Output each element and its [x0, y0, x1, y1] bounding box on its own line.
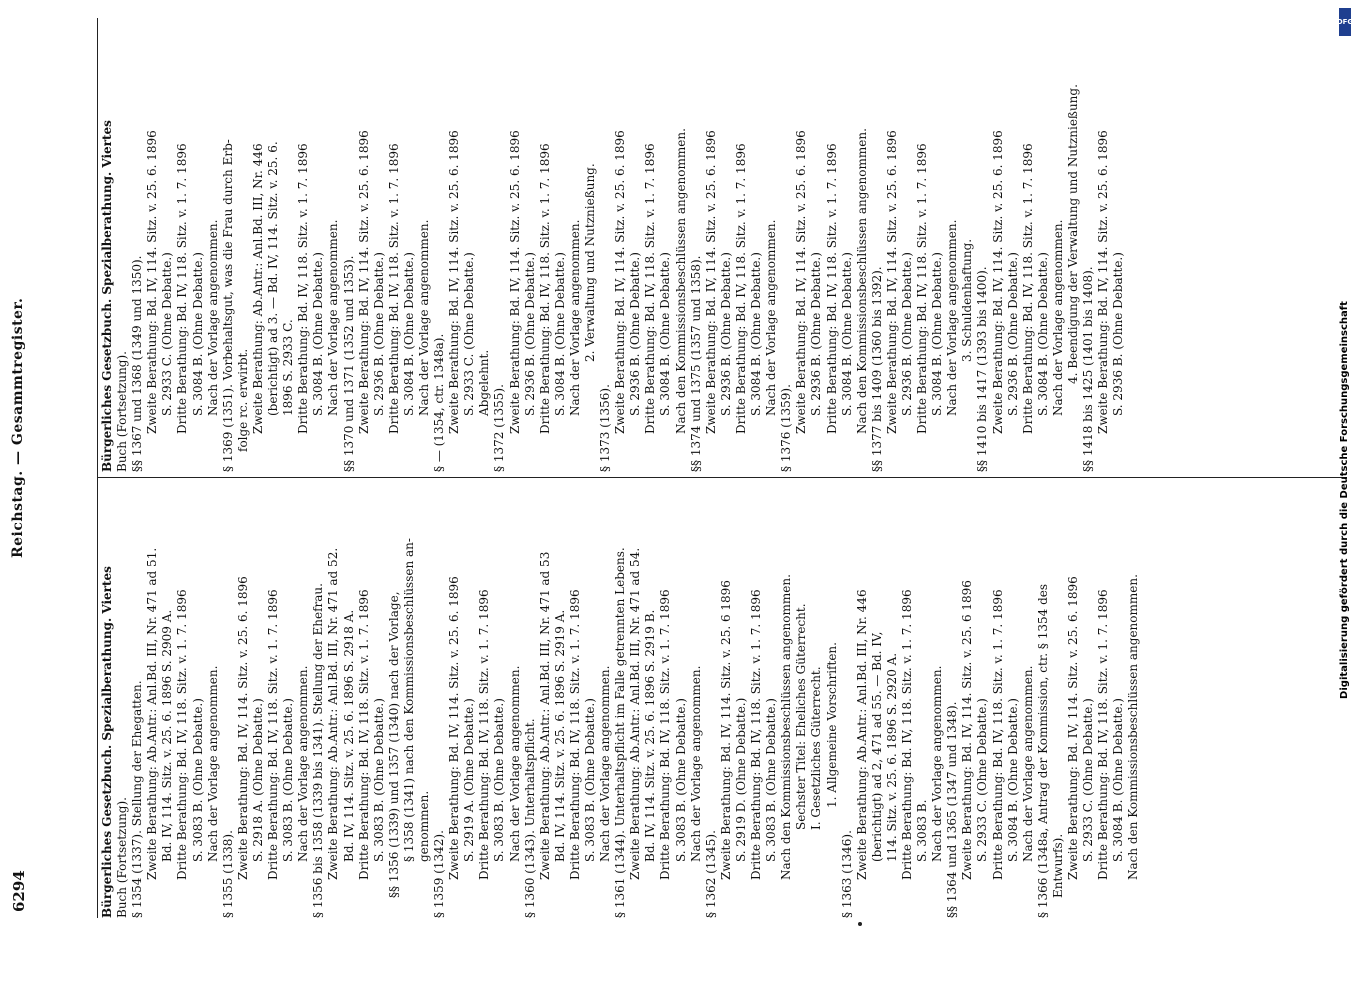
index-entry: Abgelehnt.: [477, 349, 492, 416]
index-entry: S. 3084 B. (Ohne Debatte.): [1035, 252, 1050, 416]
index-entry: Zweite Berathung: Bd. IV, 114. Sitz. v. 25. 6 1896: [960, 580, 975, 880]
index-entry: Dritte Berathung: Bd. IV, 118. Sitz. v. 1. 7. 1896: [296, 143, 311, 434]
index-entry: S. 3083 B. (Ohne Debatte.): [281, 698, 296, 862]
index-entry: §§ 1356 (1339) und 1357 (1340) nach der Vorlage,: [386, 591, 401, 898]
index-entry: Zweite Berathung: Bd. IV, 114. Sitz. v. 25. 6. 1896: [613, 130, 628, 434]
index-entry: S. 3084 B. (Ohne Debatte.): [1111, 698, 1126, 862]
index-entry: 114. Sitz. v. 25. 6. 1896 S. 2920 A.: [884, 652, 899, 862]
index-entry: § 1363 (1346).: [839, 830, 854, 918]
index-entry: S. 3083 B. (Ohne Debatte.): [492, 698, 507, 862]
left-column: [100, 478, 1141, 918]
index-entry: S. 2936 B. (Ohne Debatte.): [809, 252, 824, 416]
index-entry: S. 2919 D. (Ohne Debatte.): [733, 697, 748, 862]
index-entry: Nach der Vorlage angenommen.: [205, 665, 220, 862]
index-entry: Zweite Berathung: Ab.Antr.: Anl.Bd. III, Nr. 446: [250, 143, 265, 434]
index-entry: § 1372 (1355).: [492, 384, 507, 472]
index-entry: Dritte Berathung: Bd. IV, 118. Sitz. v. 1. 7. 1896: [1096, 589, 1111, 880]
index-entry: Zweite Berathung: Bd. IV, 114. Sitz. v. 25. 6. 1896: [1096, 130, 1111, 434]
running-title: Reichstag. — Gesammtregister.: [10, 297, 26, 558]
index-entry: S. 2918 A. (Ohne Debatte.): [250, 698, 265, 862]
index-entry: Dritte Berathung: Bd. IV, 118. Sitz. v. 1. 7. 1896: [915, 143, 930, 434]
index-entry: § 1359 (1342).: [432, 830, 447, 918]
index-entry: Zweite Berathung: Bd. IV, 114. Sitz. v. 25. 6. 1896: [447, 130, 462, 434]
index-entry: (berichtigt) ad 2, 471 ad 55. — Bd. IV,: [869, 631, 884, 862]
index-entry: Nach der Vorlage angenommen.: [416, 219, 431, 416]
index-entry: S. 3084 B. (Ohne Debatte.): [190, 252, 205, 416]
index-entry: Zweite Berathung: Bd. IV, 114. Sitz. v. 25. 6. 1896: [235, 576, 250, 880]
index-entry: § 1358 (1341) nach den Kommissionsbeschlüssen an-: [401, 538, 416, 862]
index-entry: Bürgerliches Gesetzbuch. Spezialberathung. Viertes: [100, 120, 114, 472]
index-entry: Nach den Kommissionsbeschlüssen angenommen.: [779, 574, 794, 880]
index-entry: Nach der Vorlage angenommen.: [205, 219, 220, 416]
index-entry: S. 3083 B.: [915, 799, 930, 862]
index-entry: S. 3084 B. (Ohne Debatte.): [311, 252, 326, 416]
index-entry: Dritte Berathung: Bd. IV, 118. Sitz. v. 1. 7. 1896: [658, 589, 673, 880]
index-entry: § 1360 (1343). Unterhaltspflicht.: [522, 718, 537, 918]
page-number: 6294: [10, 870, 28, 912]
index-entry: S. 3083 B. (Ohne Debatte.): [190, 698, 205, 862]
index-entry: § 1355 (1338).: [220, 830, 235, 918]
index-entry: Dritte Berathung: Bd. IV, 118. Sitz. v. 1. 7. 1896: [567, 589, 582, 880]
page-header: [10, 18, 40, 918]
index-entry: 3. Schuldenhaftung.: [960, 238, 975, 362]
digitization-credit: [1337, 8, 1351, 992]
index-entry: Bd. IV, 114. Sitz. v. 25. 6. 1896 S. 2918 A.: [341, 609, 356, 862]
index-entry: S. 2936 B. (Ohne Debatte.): [1005, 252, 1020, 416]
index-entry: 2. Verwaltung und Nutznießung.: [583, 163, 597, 362]
index-entry: Nach der Vorlage angenommen.: [296, 665, 311, 862]
index-entry: Nach den Kommissionsbeschlüssen angenommen.: [1126, 574, 1141, 880]
index-entry: Zweite Berathung: Bd. IV, 114. Sitz. v. 25. 6. 1896: [703, 130, 718, 434]
index-entry: S. 2933 C. (Ohne Debatte.): [462, 252, 477, 416]
index-entry: §§ 1377 bis 1409 (1360 bis 1392).: [869, 266, 884, 472]
index-entry: § 1361 (1344). Unterhaltspflicht im Falle getrennten Lebens.: [613, 547, 628, 918]
index-entry: § 1362 (1345).: [703, 830, 718, 918]
index-entry: Zweite Berathung: Ab.Antr.: Anl.Bd. III, Nr. 446: [854, 589, 869, 880]
index-entry: Nach der Vorlage angenommen.: [688, 665, 703, 862]
index-entry: Nach der Vorlage angenommen.: [945, 219, 960, 416]
index-entry: S. 2936 B. (Ohne Debatte.): [718, 252, 733, 416]
index-entry: S. 3083 B. (Ohne Debatte.): [371, 698, 386, 862]
index-entry: Zweite Berathung: Bd. IV, 114. Sitz. v. 25. 6. 1896: [507, 130, 522, 434]
index-entry: S. 3084 B. (Ohne Debatte.): [552, 252, 567, 416]
index-entry: Zweite Berathung: Ab.Antr.: Anl.Bd. III, Nr. 471 ad 51.: [145, 547, 160, 880]
index-entry: Zweite Berathung: Bd. IV, 114. Sitz. v. 25. 6. 1896: [447, 576, 462, 880]
index-entry: Entwurfs).: [1050, 833, 1065, 898]
index-entry: S. 2936 B. (Ohne Debatte.): [1111, 252, 1126, 416]
index-entry: Sechster Titel: Eheliches Güterrecht.: [794, 603, 809, 830]
index-entry: S. 3083 B. (Ohne Debatte.): [673, 698, 688, 862]
index-entry: S. 3083 B. (Ohne Debatte.): [583, 698, 597, 862]
index-entry: S. 2919 A. (Ohne Debatte.): [462, 698, 477, 862]
index-entry: § 1354 (1337). Stellung der Ehegatten.: [130, 680, 145, 918]
index-entry: Nach der Vorlage angenommen.: [930, 665, 945, 862]
index-entry: § 1369 (1351). Vorbehaltsgut, was die Frau durch Erb-: [220, 139, 235, 472]
index-entry: Nach der Vorlage angenommen.: [764, 219, 779, 416]
index-entry: S. 2936 B. (Ohne Debatte.): [899, 252, 914, 416]
index-entry: §§ 1410 bis 1417 (1393 bis 1400).: [975, 266, 990, 472]
dfg-logo: DFG: [1339, 8, 1351, 36]
index-entry: Nach der Vorlage angenommen.: [598, 665, 613, 862]
index-entry: Zweite Berathung: Bd. IV, 114. Sitz. v. 25. 6. 1896: [884, 130, 899, 434]
index-entry: Bürgerliches Gesetzbuch. Spezialberathung. Viertes: [100, 566, 114, 918]
index-entry: Dritte Berathung: Bd. IV, 118. Sitz. v. 1. 7. 1896: [1020, 143, 1035, 434]
credit-text: Digitalisierung gefördert durch die Deutsche Forschungsgemeinschaft: [1339, 301, 1350, 699]
index-entry: folge rc. erwirbt.: [235, 348, 250, 452]
index-entry: §§ 1364 und 1365 (1347 und 1348).: [945, 701, 960, 918]
index-entry: Zweite Berathung: Ab.Antr.: Anl.Bd. III, Nr. 471 ad 53: [537, 551, 552, 880]
header-rule: [97, 18, 98, 918]
index-entry: Dritte Berathung: Bd. IV, 118. Sitz. v. 1. 7. 1896: [537, 143, 552, 434]
index-entry: Buch (Fortsetzung).: [115, 797, 130, 918]
index-entry: § 1366 (1348a, Antrag der Kommission, ctr. § 1354 des: [1035, 583, 1050, 918]
index-entry: §§ 1367 und 1368 (1349 und 1350).: [130, 255, 145, 472]
index-entry: § 1356 bis 1358 (1339 bis 1341). Stellung der Ehefrau.: [311, 583, 326, 918]
index-entry: Nach der Vorlage angenommen.: [1050, 219, 1065, 416]
index-entry: Dritte Berathung: Bd. IV, 118. Sitz. v. 1. 7. 1896: [356, 589, 371, 880]
index-entry: Dritte Berathung: Bd. IV, 118. Sitz. v. 1. 7. 1896: [824, 143, 839, 434]
index-entry: Bd. IV, 114. Sitz. v. 25. 6. 1896 S. 2919 A.: [552, 609, 567, 862]
index-entry: Dritte Berathung: Bd. IV, 118. Sitz. v. 1. 7. 1896: [899, 589, 914, 880]
index-entry: Dritte Berathung: Bd. IV, 118. Sitz. v. 1. 7. 1896: [266, 589, 281, 880]
index-entry: genommen.: [416, 790, 431, 862]
index-entry: Zweite Berathung: Bd. IV, 114. Sitz. v. 25. 6 1896: [718, 580, 733, 880]
index-entry: S. 2936 B. (Ohne Debatte.): [371, 252, 386, 416]
index-entry: S. 3084 B. (Ohne Debatte.): [658, 252, 673, 416]
index-entry: Dritte Berathung: Bd. IV, 118. Sitz. v. 1. 7. 1896: [990, 589, 1005, 880]
index-entry: Dritte Berathung: Bd. IV, 118. Sitz. v. 1. 7. 1896: [175, 143, 190, 434]
index-entry: 4. Beendigung der Verwaltung und Nutznießung.: [1066, 84, 1080, 384]
index-entry: I. Gesetzliches Güterrecht.: [809, 666, 824, 830]
margin-dot: [858, 922, 862, 926]
index-entry: §§ 1370 und 1371 (1352 und 1353).: [341, 255, 356, 472]
index-entry: (berichtigt) ad 3. — Bd. IV, 114. Sitz. v. 25. 6.: [266, 141, 281, 416]
index-entry: S. 2936 B. (Ohne Debatte.): [522, 252, 537, 416]
index-entry: Dritte Berathung: Bd. IV, 118. Sitz. v. 1. 7. 1896: [477, 589, 492, 880]
index-entry: Zweite Berathung: Bd. IV, 114. Sitz. v. 25. 6. 1896: [1066, 576, 1080, 880]
index-entry: § — (1354, ctr. 1348a).: [432, 333, 447, 472]
index-entry: Dritte Berathung: Bd. IV, 118. Sitz. v. 1. 7. 1896: [643, 143, 658, 434]
index-entry: Zweite Berathung: Bd. IV, 114. Sitz. v. 25. 6. 1896: [356, 130, 371, 434]
index-entry: §§ 1374 und 1375 (1357 und 1358).: [688, 255, 703, 472]
index-entry: S. 3084 B. (Ohne Debatte.): [749, 252, 764, 416]
index-entry: Nach den Kommissionsbeschlüssen angenommen.: [673, 128, 688, 434]
index-entry: Zweite Berathung: Ab.Antr.: Anl.Bd. III, Nr. 471 ad 54.: [628, 547, 643, 880]
index-entry: Nach der Vorlage angenommen.: [507, 665, 522, 862]
index-entry: Dritte Berathung: Bd. IV, 118. Sitz. v. 1. 7. 1896: [749, 589, 764, 880]
index-entry: Buch (Fortsetzung).: [115, 351, 130, 472]
index-entry: Bd. IV, 114. Sitz. v. 25. 6. 1896 S. 2919 B.: [643, 609, 658, 862]
index-entry: Bd. IV, 114. Sitz. v. 25. 6. 1896 S. 2909 A.: [160, 609, 175, 862]
index-entry: S. 2933 C. (Ohne Debatte.): [975, 698, 990, 862]
index-entry: S. 2936 B. (Ohne Debatte.): [628, 252, 643, 416]
index-entry: S. 3083 B. (Ohne Debatte.): [764, 698, 779, 862]
index-entry: Zweite Berathung: Bd. IV, 114. Sitz. v. 25. 6. 1896: [145, 130, 160, 434]
index-entry: §§ 1418 bis 1425 (1401 bis 1408).: [1081, 266, 1096, 472]
index-entry: Nach der Vorlage angenommen.: [567, 219, 582, 416]
index-entry: S. 2933 C. (Ohne Debatte.): [1081, 698, 1096, 862]
index-entry: Nach den Kommissionsbeschlüssen angenommen.: [854, 128, 869, 434]
index-entry: S. 3084 B. (Ohne Debatte.): [1005, 698, 1020, 862]
index-entry: 1896 S. 2933 C.: [281, 319, 296, 416]
right-column: [100, 32, 1126, 478]
index-entry: Nach der Vorlage angenommen.: [1020, 665, 1035, 862]
index-entry: § 1373 (1356).: [598, 384, 613, 472]
index-entry: S. 2933 C. (Ohne Debatte.): [160, 252, 175, 416]
index-entry: Dritte Berathung: Bd. IV, 118. Sitz. v. 1. 7. 1896: [386, 143, 401, 434]
index-entry: § 1376 (1359).: [779, 384, 794, 472]
index-entry: S. 3084 B. (Ohne Debatte.): [930, 252, 945, 416]
index-entry: S. 3084 B. (Ohne Debatte.): [839, 252, 854, 416]
index-entry: Zweite Berathung: Ab.Antr.: Anl.Bd. III, Nr. 471 ad 52.: [326, 547, 341, 880]
index-entry: S. 3084 B. (Ohne Debatte.): [401, 252, 416, 416]
index-entry: Nach der Vorlage angenommen.: [326, 219, 341, 416]
index-entry: Dritte Berathung: Bd. IV, 118. Sitz. v. 1. 7. 1896: [175, 589, 190, 880]
index-entry: Dritte Berathung: Bd. IV, 118. Sitz. v. 1. 7. 1896: [733, 143, 748, 434]
index-entry: 1. Allgemeine Vorschriften.: [824, 642, 839, 808]
index-entry: Zweite Berathung: Bd. IV, 114. Sitz. v. 25. 6. 1896: [794, 130, 809, 434]
index-entry: Zweite Berathung: Bd. IV, 114. Sitz. v. 25. 6. 1896: [990, 130, 1005, 434]
